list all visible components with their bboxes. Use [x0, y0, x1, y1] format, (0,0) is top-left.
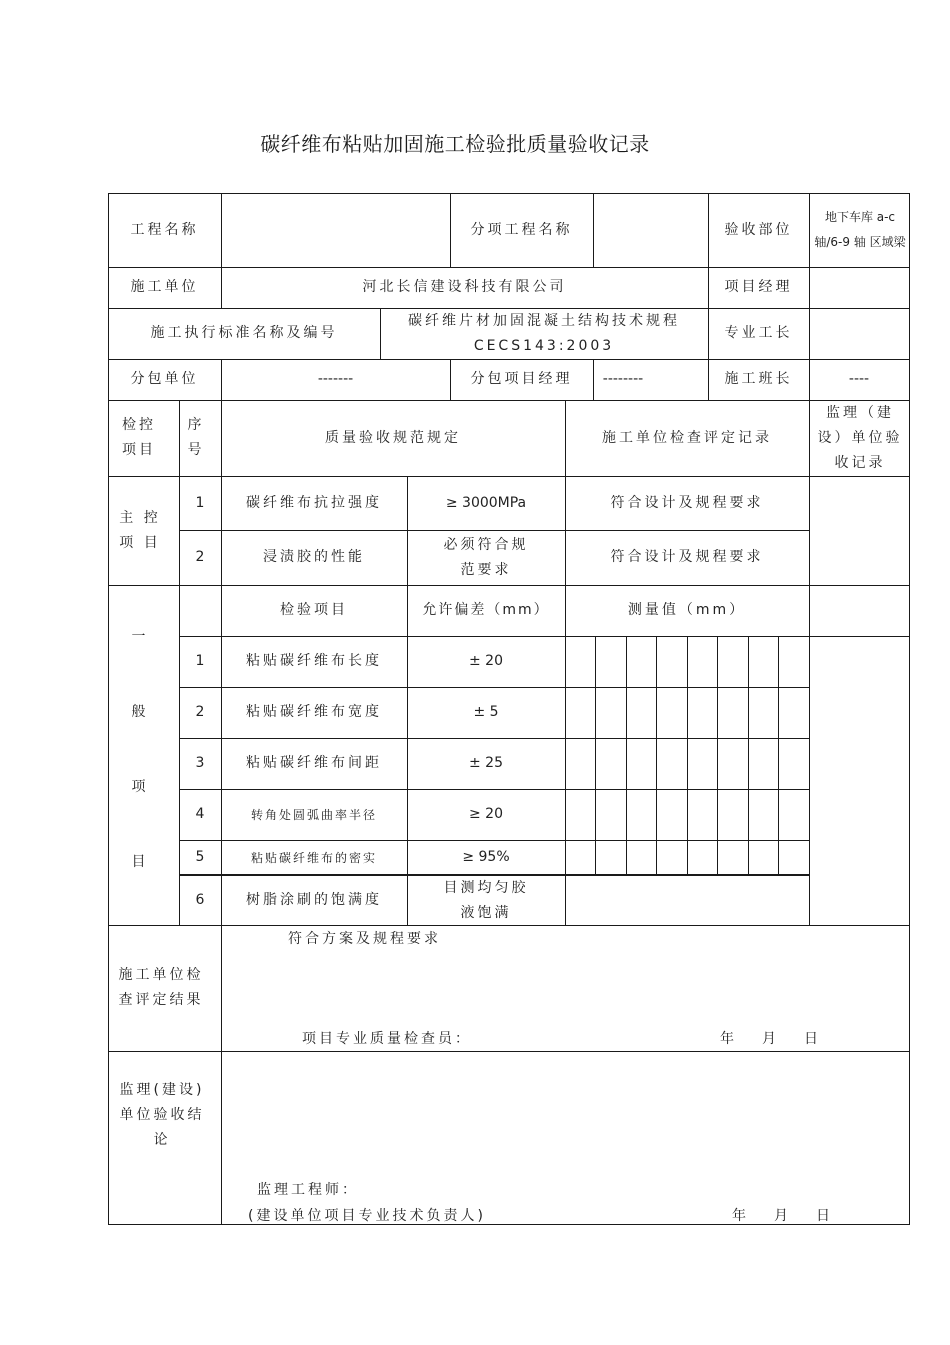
general-row-4-no: 4: [195, 806, 205, 822]
contractor-result-label: 施工单位检查评定结果: [118, 967, 204, 1008]
general-row-6-no: 6: [195, 892, 205, 908]
main-row-1-no: 1: [195, 494, 205, 511]
subproject-label: 分项工程名称: [470, 221, 573, 238]
general-row-2-item: 粘贴碳纤维布宽度: [246, 704, 382, 720]
contractor-value: 河北长信建设科技有限公司: [362, 279, 567, 295]
general-row-3-item: 粘贴碳纤维布间距: [246, 755, 382, 771]
sub-pm-value: --------: [602, 371, 644, 387]
contractor-record-header: 施工单位检查评定记录: [602, 429, 772, 446]
main-row-1-record: 符合设计及规程要求: [610, 494, 764, 511]
main-row-2-no: 2: [195, 549, 205, 565]
page-title: 碳纤维布粘贴加固施工检验批质量验收记录: [260, 132, 650, 156]
general-header-item: 检验项目: [280, 602, 348, 618]
pm-value: [809, 267, 909, 308]
standard-value: 碳纤维片材加固混凝土结构技术规程 CECS143:2003: [408, 312, 680, 354]
main-row-2-record: 符合设计及规程要求: [610, 549, 764, 565]
general-items-label: 一般项目: [131, 629, 149, 870]
foreman-value: [809, 308, 909, 359]
subproject-value: [593, 193, 708, 267]
general-row-6-tol: 目测均匀胶液饱满: [443, 879, 529, 921]
general-row-1-no: 1: [195, 653, 205, 669]
contractor-result-text: 符合方案及规程要求: [288, 931, 441, 947]
general-row-2-tol: ± 5: [473, 704, 499, 720]
acceptance-part-value: 地下车库 a-c 轴/6-9 轴 区域梁: [814, 210, 906, 249]
general-row-4-item: 转角处圆弧曲率半径: [250, 807, 377, 822]
general-row-2-no: 2: [195, 704, 205, 720]
standard-label: 施工执行标准名称及编号: [150, 325, 338, 341]
general-row-3-tol: ± 25: [469, 755, 503, 771]
project-name-value: [221, 193, 450, 267]
technical-responsible-label: (建设单位项目专业技术负责人): [248, 1208, 486, 1224]
check-item-header: 检控项目: [122, 417, 156, 458]
subcontractor-label: 分包单位: [130, 371, 199, 387]
spec-header: 质量验收规范规定: [325, 429, 461, 446]
acceptance-part-label: 验收部位: [724, 221, 793, 238]
general-row-5-no: 5: [195, 849, 205, 865]
general-row-5-tol: ≥ 95%: [462, 849, 510, 865]
team-leader-label: 施工班长: [724, 371, 793, 387]
general-row-1-item: 粘贴碳纤维布长度: [246, 653, 382, 669]
main-items-label: 主 控 项 目: [119, 509, 161, 551]
supervisor-result-label: 监理(建设)单位验收结论: [119, 1081, 205, 1148]
sub-pm-label: 分包项目经理: [470, 371, 573, 387]
seq-header: 序号: [187, 417, 205, 458]
general-row-1-tol: ± 20: [469, 653, 503, 669]
general-row-4-tol: ≥ 20: [469, 806, 503, 822]
general-row-5-item: 粘贴碳纤维布的密实: [250, 850, 377, 865]
main-row-1-item: 碳纤维布抗拉强度: [246, 494, 382, 511]
quality-inspector-label: 项目专业质量检查员：: [302, 1031, 472, 1047]
general-header-measured: 测量值（mm）: [627, 602, 747, 618]
subcontractor-value: -------: [317, 371, 354, 387]
main-row-2-req: 必须符合规范要求: [443, 536, 529, 578]
main-row-1-req: ≥ 3000MPa: [445, 494, 527, 511]
project-name-label: 工程名称: [130, 221, 199, 238]
supervisor-record-header: 监理（建设）单位验收记录: [817, 404, 903, 471]
main-row-2-item: 浸渍胶的性能: [263, 549, 365, 565]
supervisor-date: 年 月 日: [732, 1208, 830, 1224]
supervising-engineer-label: 监理工程师：: [257, 1182, 359, 1198]
general-row-6-item: 树脂涂刷的饱满度: [246, 892, 382, 908]
team-leader-value: ----: [848, 371, 870, 387]
general-header-tolerance: 允许偏差（mm）: [422, 602, 550, 618]
contractor-label: 施工单位: [130, 279, 199, 295]
foreman-label: 专业工长: [724, 325, 793, 341]
pm-label: 项目经理: [724, 279, 793, 295]
contractor-date: 年 月 日: [720, 1031, 818, 1047]
general-row-3-no: 3: [195, 755, 205, 771]
